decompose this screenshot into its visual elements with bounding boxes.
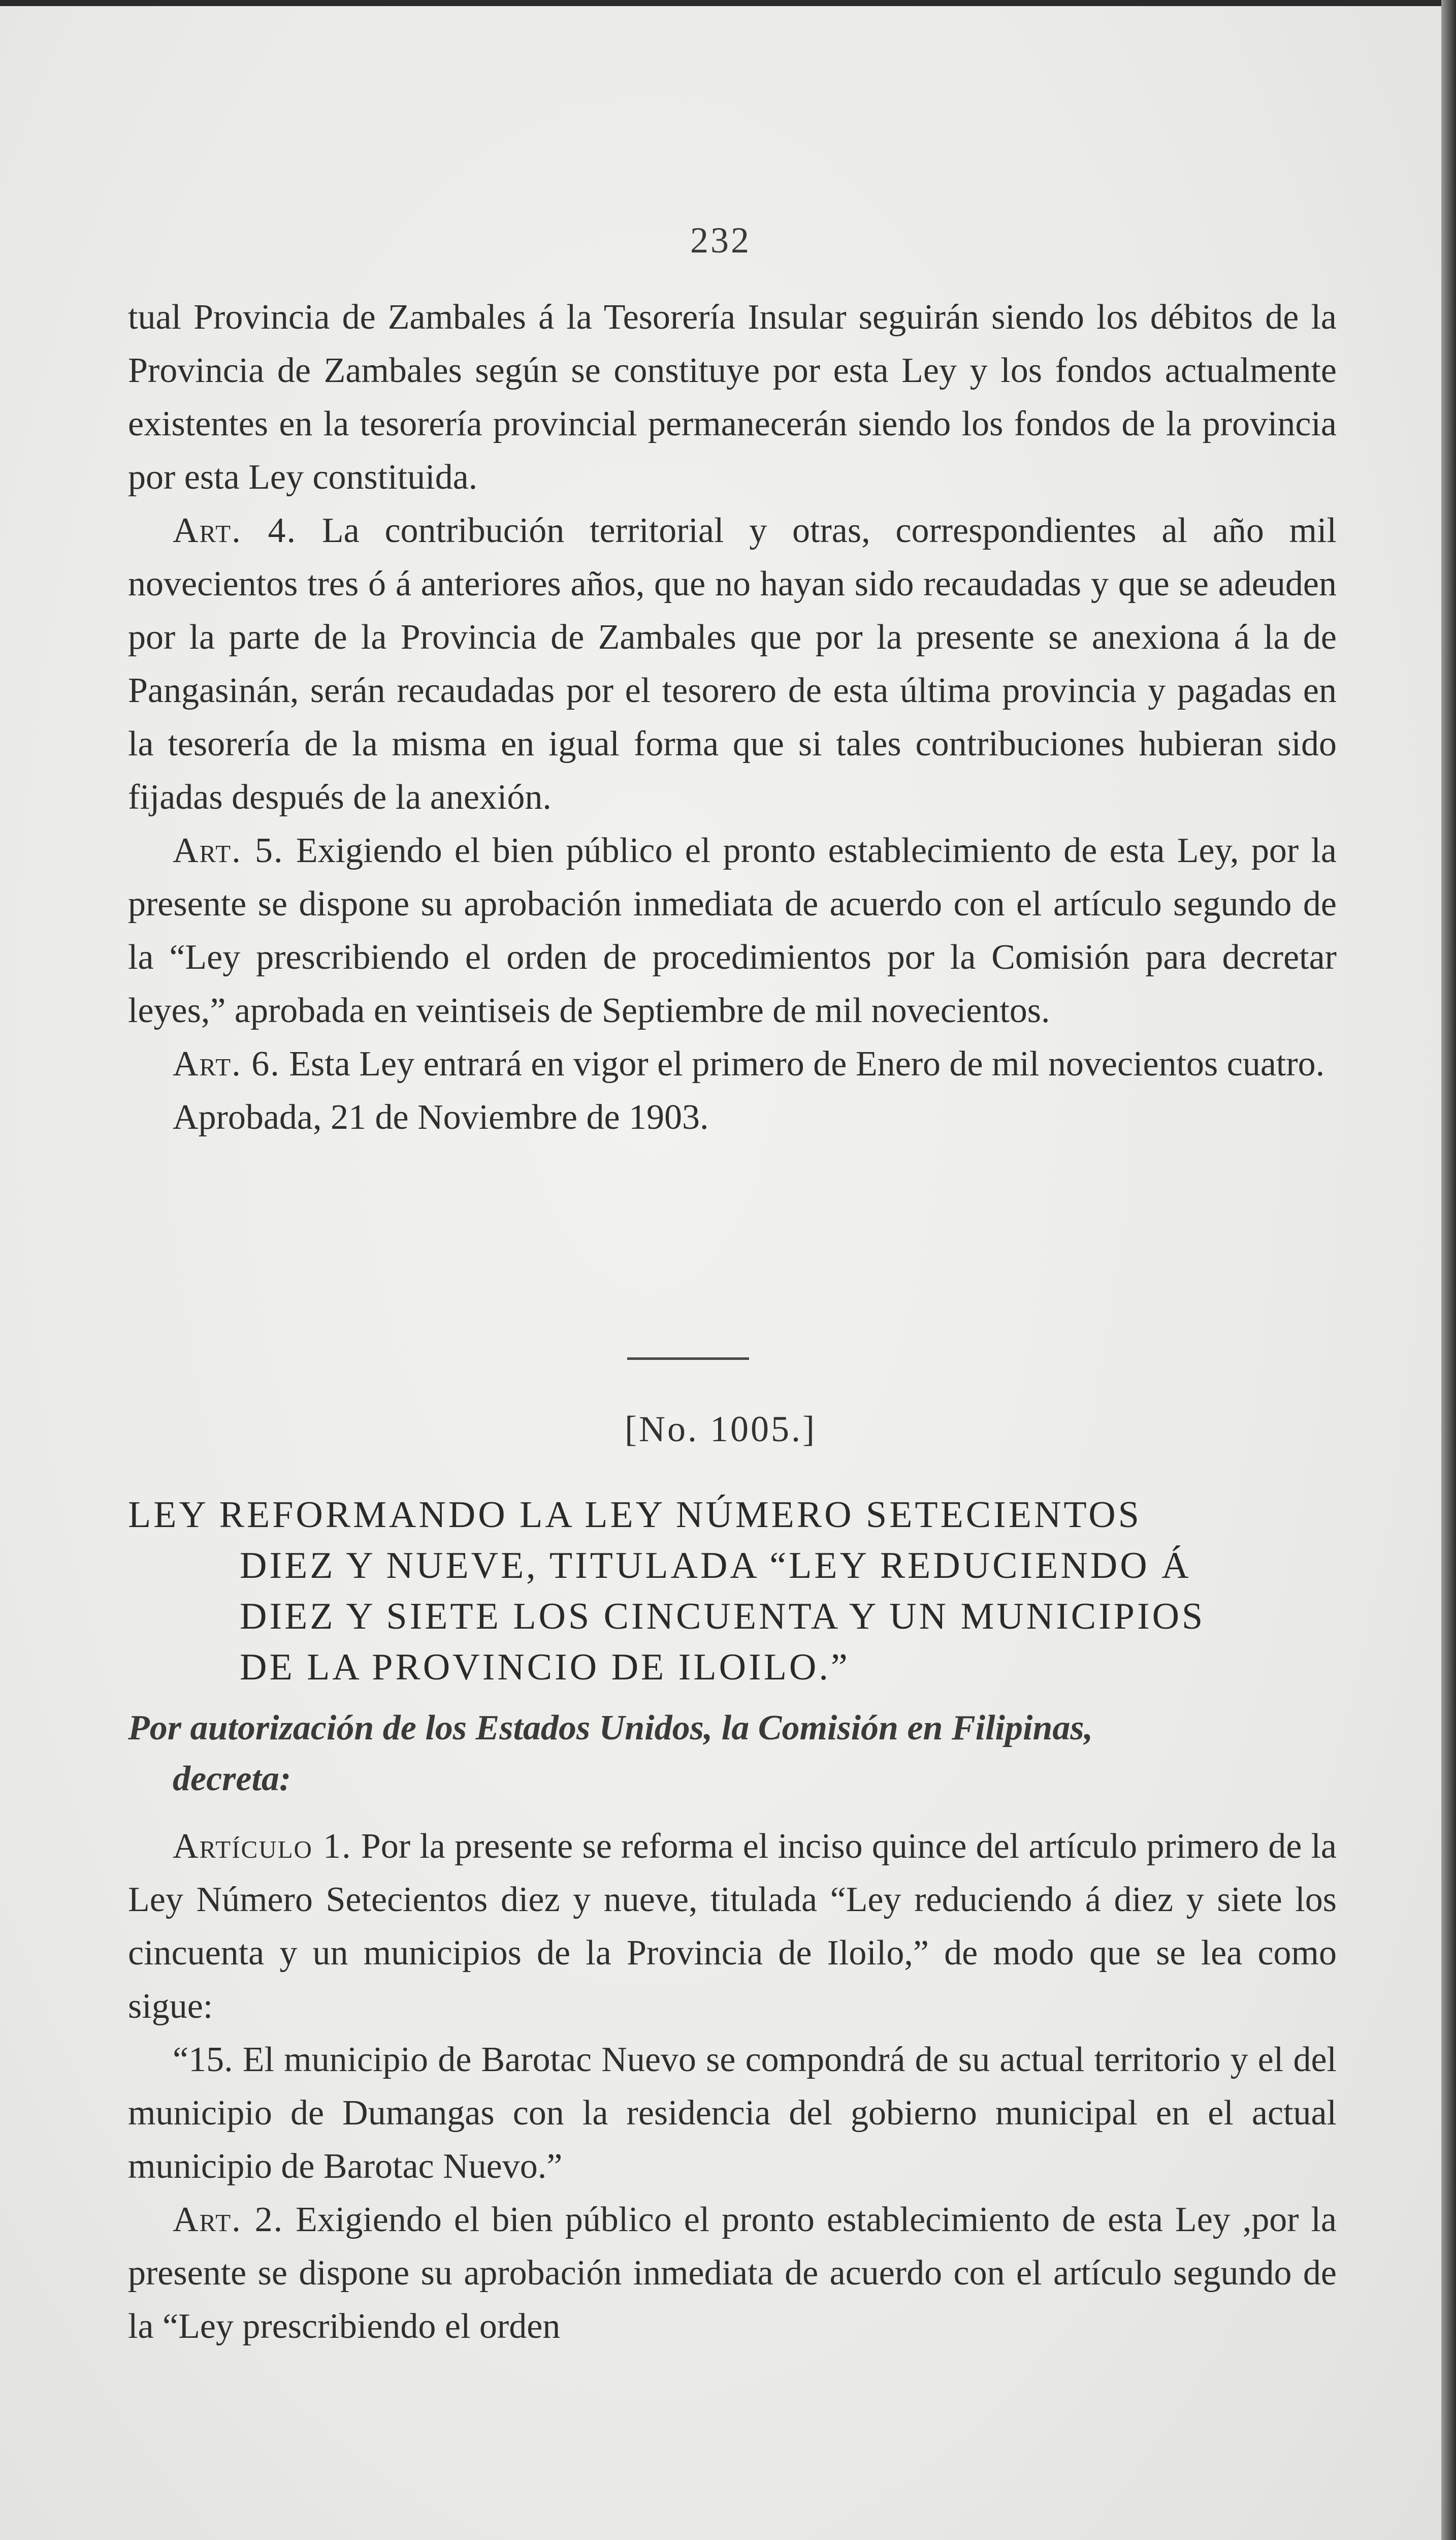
article-2 — [128, 2193, 1337, 2353]
article-6-label: Art. 6. — [173, 1044, 280, 1084]
act-title-line: LEY REFORMANDO LA LEY NÚMERO SETECIENTOS — [128, 1494, 1142, 1536]
quoted-amendment: “15. El municipio de Barotac Nuevo se compondrá de su actual territorio y el del municipio de Dumangas con la residencia del gobierno municipal en el actual municipio de Barotac Nuevo.” — [128, 2040, 1337, 2186]
article-5-label: Art. 5. — [173, 831, 284, 870]
article-4 — [128, 504, 1337, 824]
approval-date: Aprobada, 21 de Noviembre de 1903. — [173, 1098, 709, 1137]
act-title — [128, 1489, 1337, 1693]
lower-text-block — [128, 1820, 1337, 2353]
paragraph-continuation: tual Provincia de Zambales á la Tesorería Insular seguirán siendo los débitos de la Provincia de Zambales según se constituye por esta Ley y los fondos actualmente existentes en la tesorería provincial permanecerán siendo los fondos de la provincia por esta Ley constituida. — [128, 298, 1337, 497]
article-5 — [128, 824, 1337, 1037]
article-6-text: Esta Ley entrará en vigor el primero de Enero de mil novecientos cuatro. — [289, 1044, 1325, 1084]
article-5-text: Exigiendo el bien público el pronto establecimiento de esta Ley, por la presente se dispone su aprobación inmediata de acuerdo con el artículo segundo de la “Ley prescribiendo el orden de procedimientos por la Comisión para decretar leyes,” aprobada en veintiseis de Septiembre de mil novecientos. — [128, 831, 1337, 1030]
article-1-text: Por la presente se reforma el inciso quince del artículo primero de la Ley Número Setecientos diez y nueve, titulada “Ley reduciendo á diez y siete los cincuenta y un municipios de la Provincia de Iloilo,” de modo que se lea como sigue: — [128, 1827, 1337, 2026]
act-title-line: DE LA PROVINCIO DE ILOILO.” — [240, 1646, 850, 1688]
page-number: 232 — [690, 220, 751, 261]
enacting-clause-decreta: decreta: — [173, 1759, 292, 1798]
upper-text-block — [128, 291, 1337, 1144]
act-title-line: DIEZ Y SIETE LOS CINCUENTA Y UN MUNICIPIOS — [240, 1596, 1206, 1637]
page-edge-shadow — [1441, 0, 1456, 2540]
article-1-label: Artículo 1. — [173, 1827, 352, 1866]
article-6 — [128, 1037, 1337, 1091]
article-2-text: Exigiendo el bien público el pronto establecimiento de esta Ley ,por la presente se dispone su aprobación inmediata de acuerdo con el artículo segundo de la “Ley prescribiendo el orden — [128, 2200, 1337, 2346]
article-4-label: Art. 4. — [173, 511, 297, 550]
enacting-clause-line: Por autorización de los Estados Unidos, la Comisión en Filipinas, — [128, 1708, 1093, 1748]
article-4-text: La contribución territorial y otras, correspondientes al año mil novecientos tres ó á anteriores años, que no hayan sido recaudadas y que se adeuden por la parte de la Provincia de Zambales que por la presente se anexiona á la de Pangasinán, serán recaudadas por el tesorero de esta última provincia y pagadas en la tesorería de la misma en igual forma que si tales contribuciones hubieran sido fijadas después de la anexión. — [128, 511, 1337, 817]
book-page — [0, 6, 1441, 2540]
act-number: [No. 1005.] — [625, 1409, 817, 1449]
article-2-label: Art. 2. — [173, 2200, 284, 2239]
enacting-clause — [128, 1703, 1337, 1804]
article-1 — [128, 1820, 1337, 2033]
act-title-line: DIEZ Y NUEVE, TITULADA “LEY REDUCIENDO Á — [240, 1545, 1191, 1586]
section-divider — [627, 1357, 749, 1360]
